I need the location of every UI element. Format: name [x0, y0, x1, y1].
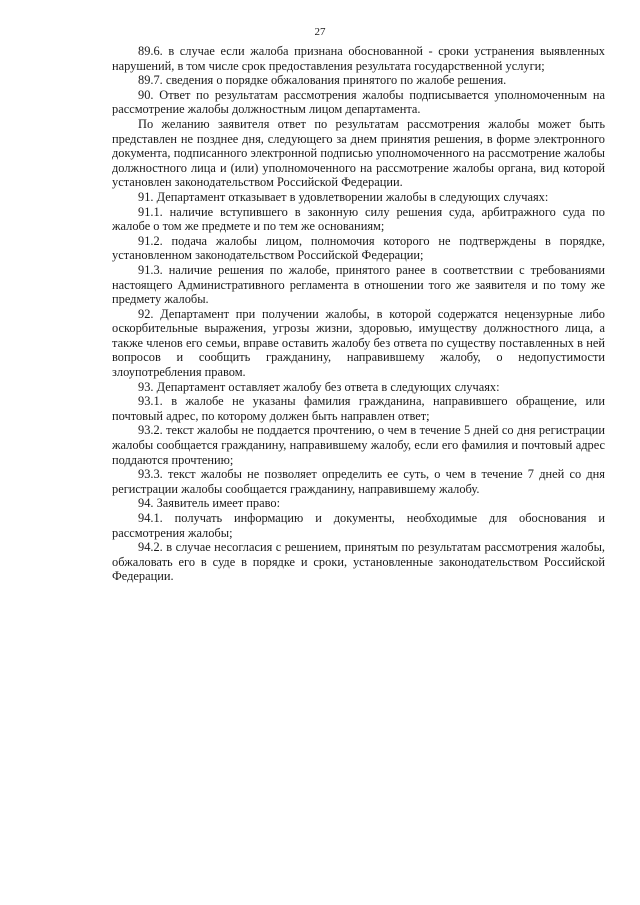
paragraph-92: 92. Департамент при получении жалобы, в которой содержатся нецензурные либо оскорбительные выражения, угрозы жизни, здоровью, имуществу должностного лица, а также членов его семьи, вправе оставить жалобу без ответа по существу поставленных в ней вопросов и сообщить гражданину, направившему жалобу, о недопустимости злоупотребления правом.	[112, 306, 605, 380]
document-body	[112, 44, 605, 584]
paragraph-93: 93. Департамент оставляет жалобу без ответа в следующих случаях:	[138, 379, 500, 394]
paragraph-94: 94. Заявитель имеет право:	[138, 496, 281, 511]
paragraph-89-6: 89.6. в случае если жалоба признана обоснованной - сроки устранения выявленных нарушений, в том числе срок предоставления результата государственной услуги;	[112, 44, 605, 73]
paragraph-93-1: 93.1. в жалобе не указаны фамилия гражданина, направившего обращение, или почтовый адрес, по которому должен быть направлен ответ;	[112, 394, 605, 423]
paragraph-93-3: 93.3. текст жалобы не позволяет определить ее суть, о чем в течение 7 дней со дня регистрации жалобы сообщается гражданину, направившему жалобу.	[112, 467, 605, 496]
paragraph-91: 91. Департамент отказывает в удовлетворении жалобы в следующих случаях:	[138, 189, 549, 204]
paragraph-91-1: 91.1. наличие вступившего в законную силу решения суда, арбитражного суда по жалобе о том же предмете и по тем же основаниям;	[112, 204, 605, 234]
paragraph-90-electronic-answer: По желанию заявителя ответ по результатам рассмотрения жалобы может быть представлен не позднее дня, следующего за днем принятия решения, в форме электронного документа, подписанного электронной подписью уполномоченного на рассмотрение жалобы должностного лица и (или) уполномоченного на рассмотрение жалобы органа, вид которой установлен законодательством Российской Федерации.	[112, 116, 605, 190]
paragraph-89-7: 89.7. сведения о порядке обжалования принятого по жалобе решения.	[138, 73, 507, 88]
paragraph-90: 90. Ответ по результатам рассмотрения жалобы подписывается уполномоченным на рассмотрение жалобы должностным лицом департамента.	[112, 87, 605, 117]
paragraph-94-2: 94.2. в случае несогласия с решением, принятым по результатам рассмотрения жалобы, обжаловать его в суде в порядке и сроки, установленные законодательством Российской Федерации.	[112, 540, 605, 584]
page-number: 27	[314, 26, 326, 38]
paragraph-93-2: 93.2. текст жалобы не поддается прочтению, о чем в течение 5 дней со дня регистрации жалобы сообщается гражданину, направившему жалобу, если его фамилия и почтовый адрес поддаются прочтению;	[112, 423, 605, 467]
paragraph-91-3: 91.3. наличие решения по жалобе, принятого ранее в соответствии с требованиями настоящего Административного регламента в отношении того же заявителя и по тому же предмету жалобы.	[112, 262, 605, 307]
paragraph-94-1: 94.1. получать информацию и документы, необходимые для обоснования и рассмотрения жалобы;	[112, 511, 605, 540]
paragraph-91-2: 91.2. подача жалобы лицом, полномочия которого не подтверждены в порядке, установленном законодательством Российской Федерации;	[112, 233, 605, 263]
